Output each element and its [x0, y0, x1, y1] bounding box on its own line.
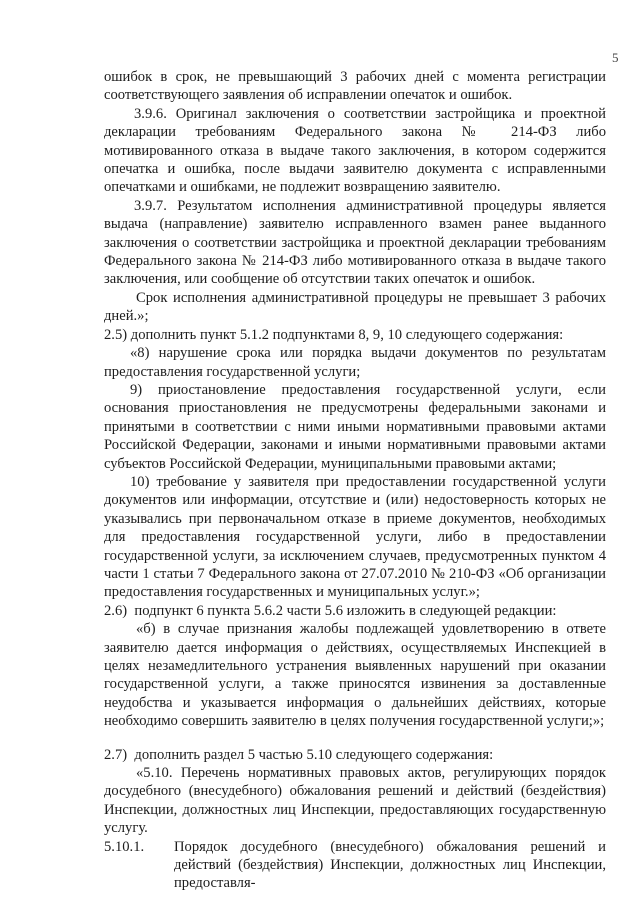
paragraph: подпункт 6 пункта 5.6.2 части 5.6 изложить в следующей редакции:: [134, 602, 557, 619]
paragraph: 10) требование у заявителя при предоставлении государственной услуги документов или информации, отсутствие и (или) недостоверность которых не указывались при первоначальном отказе в приеме документов, необходимых для предоставления государственной услуги, либо в предоставлении государственной услуги, за исключением случаев, предусмотренных пунктом 4 части 1 статьи 7 Федерального закона от 27.07.2010 № 210-ФЗ «Об организации предоставления государственных и муниципальных услуг.»;: [104, 473, 606, 601]
document-body: [104, 68, 606, 893]
item-number: 2.5): [104, 326, 128, 343]
paragraph: 3.9.7. Результатом исполнения административной процедуры является выдача (направление) заявителю исправленного взамен ранее выданного заключения о соответствии застройщика и проектной декларации требованиям Федерального закона № 214-ФЗ либо мотивированного отказа в выдаче такого заключения, или сообщение об отсутствии таких опечаток и ошибок.: [104, 197, 606, 288]
paragraph: дополнить раздел 5 частью 5.10 следующего содержания:: [134, 746, 494, 763]
paragraph: дополнить пункт 5.1.2 подпунктами 8, 9, 10 следующего содержания:: [130, 326, 564, 343]
item-number: 5.10.1.: [104, 838, 145, 855]
spacer: [104, 731, 606, 746]
list-item: [104, 838, 606, 893]
paragraph: «б) в случае признания жалобы подлежащей удовлетворению в ответе заявителю дается информация о действиях, осуществляемых Инспекцией в целях незамедлительного устранения выявленных нарушений при оказании государственной услуги, а также приносятся извинения за доставленные неудобства и указывается информация о дальнейших действиях, которые необходимо совершить заявителю в целях получения государственной услуги;»;: [104, 621, 606, 730]
page-number: 5: [612, 50, 619, 65]
item-number: 2.6): [104, 602, 128, 619]
item-number: 2.7): [104, 746, 128, 763]
paragraph: Порядок досудебного (внесудебного) обжалования решений и действий (бездействия) Инспекции, должностных лиц Инспекции, предоставля-: [174, 838, 606, 892]
paragraph: 3.9.6. Оригинал заключения о соответствии застройщика и проектной декларации требованиям Федерального закона № 214-ФЗ либо мотивированного отказа в выдаче такого заключения, в котором содержится опечатка и ошибка, после выдачи заявителю документа с исправленными опечатками и ошибками, не подлежит возвращению заявителю.: [104, 105, 606, 196]
paragraph: «8) нарушение срока или порядка выдачи документов по результатам предоставления государственной услуги;: [104, 345, 606, 380]
list-item: [104, 326, 606, 344]
paragraph: 9) приостановление предоставления государственной услуги, если основания приостановления не предусмотрены федеральными законами и принятыми в соответствии с ними иными нормативными правовыми актами Российской Федерации, законами и иными нормативными правовыми актами субъектов Российской Федерации, муниципальными правовыми актами;: [104, 381, 606, 472]
paragraph: ошибок в срок, не превышающий 3 рабочих дней с момента регистрации соответствующего заявления об исправлении опечаток и ошибок.: [104, 69, 606, 104]
paragraph: Срок исполнения административной процедуры не превышает 3 рабочих дней.»;: [104, 289, 606, 325]
list-item: [104, 602, 606, 620]
list-item: [104, 746, 606, 764]
paragraph: «5.10. Перечень нормативных правовых актов, регулирующих порядок досудебного (внесудебного) обжалования решений и действий (бездействия) Инспекции, должностных лиц Инспекции, предоставляющих государственную услугу.: [104, 765, 606, 837]
